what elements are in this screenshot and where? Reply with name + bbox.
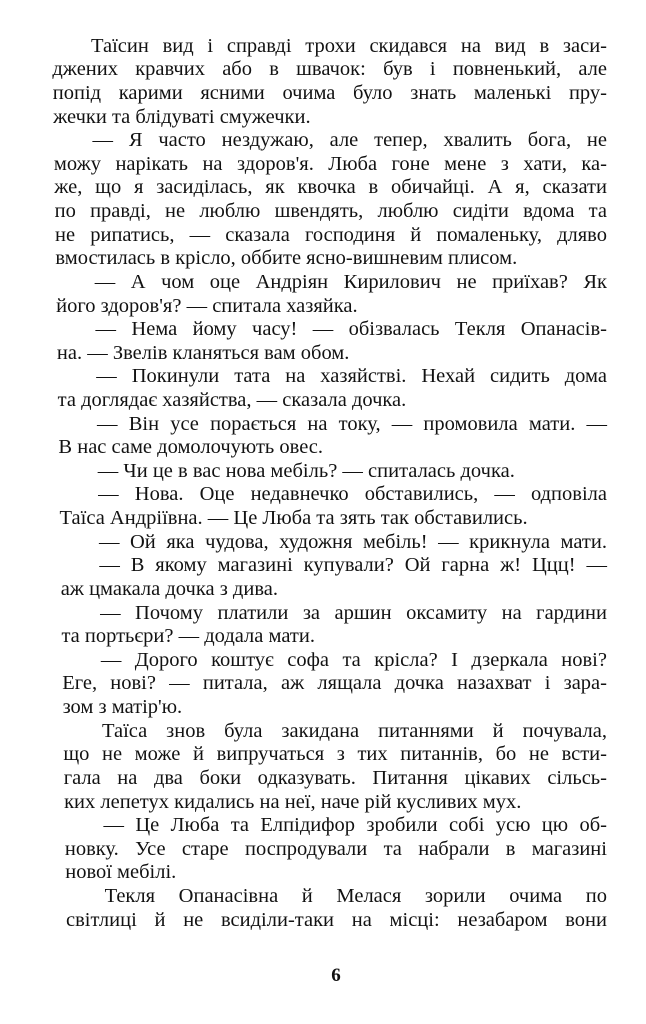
text-line: Таїса знов була закидана питаннями й почувала, — [101, 719, 607, 742]
text-line: — Це Люба та Елпідифор зробили собі усю цю об- — [103, 814, 607, 837]
text-line: же, що я засиділась, як квочка в обичайці. А я, сказати — [54, 176, 607, 199]
text-line: — А чом оце Андріян Кирилович не приїхав? Як — [94, 270, 607, 293]
text-line: — Почому платили за аршин оксамиту на гардини — [100, 601, 607, 624]
text-line: світлиці й не всиділи-таки на місці: незабаром вони — [65, 908, 607, 931]
text-line: — Я часто нездужаю, але тепер, хвалить бога, не — [92, 129, 607, 152]
text-line: Текля Опанасівна й Мелася зорили очима по — [104, 885, 607, 908]
page-number: 6 — [331, 965, 341, 986]
text-line: аж цмакала дочка з дива. — [60, 577, 278, 600]
text-line: ких лепетух кидались на неї, наче рій кусливих мух. — [64, 790, 522, 813]
text-line: вмостилась в крісло, оббите ясно-вишневим плисом. — [55, 247, 518, 270]
text-line: по правді, не люблю швендять, люблю сидіти вдома та — [54, 200, 607, 223]
text-line: що не може й випручаться з тих питаннів, бо не всти- — [63, 743, 607, 766]
text-line: — Чи це в вас нова мебіль? — спиталась дочка. — [97, 459, 515, 482]
text-line: попід карими ясними очима було знать маленькі пру- — [52, 81, 607, 104]
text-line: — Нема йому часу! — обізвалась Текля Опанасів- — [95, 318, 607, 341]
text-line: новку. Усе старе поспродували та набрали в магазині — [64, 837, 607, 860]
text-line: можу нарікать на здоров'я. Люба гоне мене з хати, ка- — [53, 152, 607, 175]
text-line: — В якому магазині купували? Ой гарна ж! Ццц! — — [99, 554, 607, 577]
text-line: на. — Звелів кланяться вам обом. — [56, 341, 350, 364]
text-line: джених кравчих або в швачок: був і повненький, але — [52, 58, 607, 81]
text-line: — Ой яка чудова, художня мебіль! — крикнула мати. — [98, 530, 607, 553]
text-line: — Покинули тата на хазяйстві. Нехай сидить дома — [96, 365, 607, 388]
text-line: зом з матір'ю. — [62, 696, 183, 719]
text-line: В нас саме домолочують овес. — [58, 436, 324, 459]
text-line: жечки та блідуваті смужечки. — [53, 105, 311, 128]
text-line: його здоров'я? — спитала хазяйка. — [56, 294, 358, 317]
text-line: не рипатись, — сказала господиня й помаленьку, дляво — [55, 223, 607, 246]
text-line: Таїсин вид і справді трохи скидався на вид в заси- — [91, 34, 607, 57]
text-line: гала на два боки одказувать. Питання цікавих сільсь- — [63, 766, 607, 789]
text-line: — Нова. Оце недавнечко обставились, — одповіла — [98, 483, 607, 506]
text-line: Еге, нові? — питала, аж лящала дочка назахват і зара- — [62, 672, 607, 695]
text-line: — Дорого коштує софа та крісла? І дзеркала нові? — [100, 648, 607, 671]
text-line: та портьєри? — додала мати. — [61, 625, 315, 648]
text-line: — Він усе порається на току, — промовила мати. — — [97, 412, 607, 435]
text-line: нової мебілі. — [65, 861, 177, 884]
text-line: Таїса Андріївна. — Це Люба та зять так обставились. — [59, 507, 528, 530]
text-line: та доглядає хазяйства, — сказала дочка. — [57, 389, 407, 411]
